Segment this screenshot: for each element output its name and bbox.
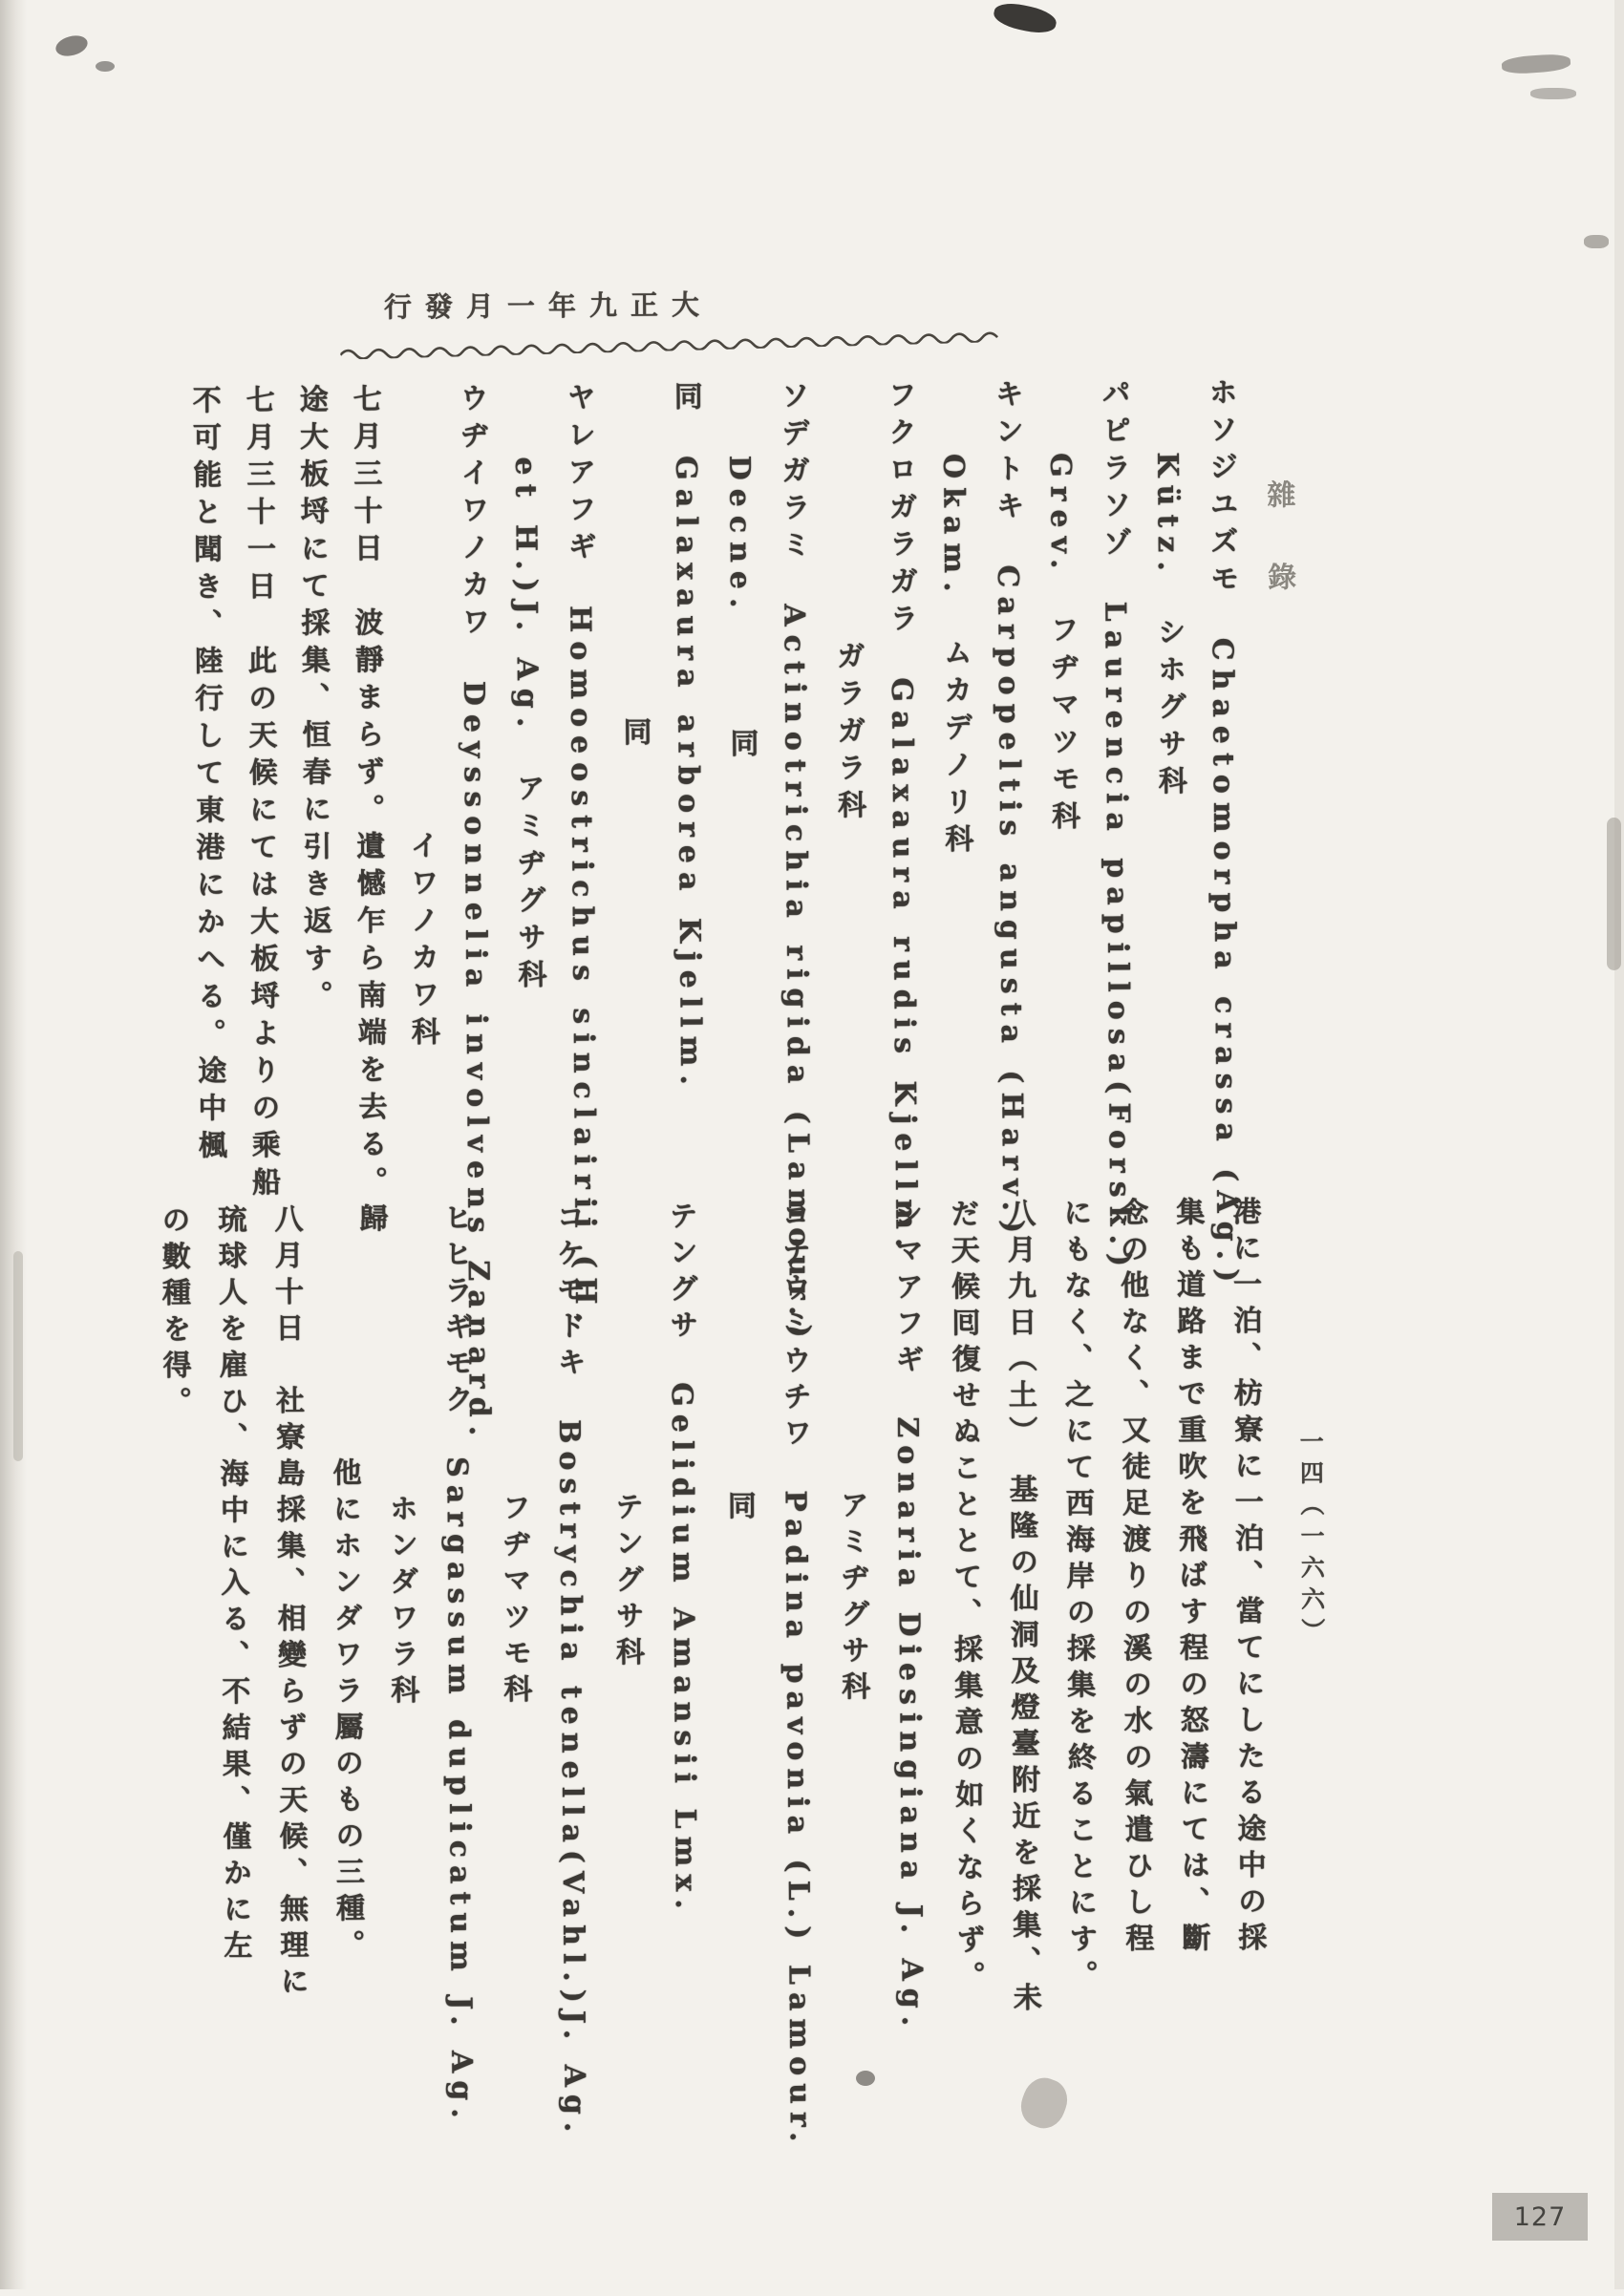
publication-date-header: 行發月一年九正大 — [383, 287, 714, 324]
text-column: だ天候囘復せぬこととて、採集意の如くならず。 — [945, 1198, 985, 1997]
text-column: フヂマツモ科 — [494, 1201, 532, 1711]
text-column: コナウミウチワ Padina pavonia (L.) Lamour. — [776, 1200, 818, 2150]
text-column: パピラソゾ Laurencia papillosa(Forsk.) — [1096, 377, 1137, 1276]
text-column: ヒヒラギモク Sargassum duplicatum J. Ag. — [438, 1201, 479, 2126]
scan-artifact — [1584, 235, 1609, 248]
page-number-text: 127 — [1513, 2201, 1567, 2232]
scan-artifact — [96, 61, 115, 72]
text-column: フクロガラガラ Galaxaura rudis Kjellm. — [882, 379, 923, 1257]
wavy-line-path — [340, 333, 997, 360]
text-column: キントキ Carpopeltis angusta (Harv.) — [989, 378, 1030, 1243]
text-column: テングサ Gelidium Amansii Lmx. — [663, 1201, 703, 1917]
page-number-badge — [1492, 2193, 1588, 2241]
text-column: 集も道路まで重吹を飛ばす程の怒濤にては、斷 — [1170, 1196, 1210, 1960]
text-column: イワノカワ科 — [400, 383, 440, 1054]
text-column: 念の他なく、又徒足渡りの溪の水の氣遣ひし程 — [1114, 1197, 1154, 1960]
text-column: にもなく、之にて西海岸の採集を終ることにす。 — [1058, 1197, 1098, 1997]
text-column: 八月十日 社寮島採集、相變らずの天候、無理に — [268, 1203, 309, 2003]
text-column: 他にホンダワラ屬のもの三種。 — [325, 1202, 365, 1966]
scan-artifact — [1530, 88, 1576, 99]
text-column: Decne. 同 — [721, 380, 759, 766]
text-column: 港に一泊、枋寮に一泊、當てにしたる途中の採 — [1227, 1196, 1267, 1959]
text-column: et H.)J. Ag. アミヂグサ科 — [507, 382, 546, 997]
scan-artifact — [1607, 818, 1621, 970]
text-column: 同 — [614, 381, 652, 755]
text-column: 同 — [719, 1200, 756, 1527]
issue-page-marker: 一四（一六六） — [1296, 1428, 1326, 1650]
text-column: シマアフギ Zonaria Diesingiana J. Ag. — [888, 1199, 930, 2034]
text-column: ホンダワラ科 — [381, 1202, 419, 1711]
scan-artifact — [13, 1251, 23, 1461]
text-column: ウヂイワノカワ Deyssonnelia involvens Zanard. — [454, 382, 497, 1445]
lower-text-block — [142, 1196, 1278, 2150]
text-column: Grev. フヂマツモ科 — [1042, 377, 1080, 839]
text-column: Kütz. シホグサ科 — [1149, 377, 1186, 803]
text-column: アミヂグサ科 — [832, 1199, 870, 1708]
text-column: ソデガラミ Actinotrichia rigida (Lamour.) — [775, 380, 817, 1347]
text-column: ガラガラ科 — [828, 379, 866, 827]
text-column: 七月三十日 波靜まらず。遺憾乍ら南端を去る。歸 — [347, 383, 388, 1241]
text-column: 七月三十一日 此の天候にては大板埒よりの乘船 — [240, 384, 281, 1204]
text-column: Okam. ムカデノリ科 — [935, 378, 973, 861]
section-heading-zatsuroku: 雜錄 — [1261, 479, 1296, 645]
text-column: テングサ科 — [607, 1201, 645, 1673]
text-column: 同 Galaxaura arborea Kjellm. — [668, 380, 708, 1094]
text-column: ヤレアフギ Homoeostrichus sinclairii (H. — [561, 381, 603, 1332]
text-column: コケモドキ Bostrychia tenella(Vahl.)J. Ag. — [550, 1201, 591, 2140]
scan-artifact — [856, 2071, 875, 2086]
wavy-underline — [340, 327, 1018, 364]
text-column: 途大板埒にて採集、恒春に引き返す。 — [293, 384, 332, 1018]
text-column: 琉球人を雇ひ、海中に入る、不結果、僅かに左 — [212, 1203, 252, 1966]
text-column: の數種を得。 — [156, 1204, 192, 1423]
text-column: ホソジユズモ Chaetomorpha crassa (Ag.) — [1203, 376, 1244, 1291]
text-column: 八月九日（土） 基隆の仙洞及燈臺附近を採集、未 — [1001, 1198, 1041, 2019]
text-column: 不可能と聞き、陸行して東港にかへる。途中楓 — [186, 384, 226, 1168]
